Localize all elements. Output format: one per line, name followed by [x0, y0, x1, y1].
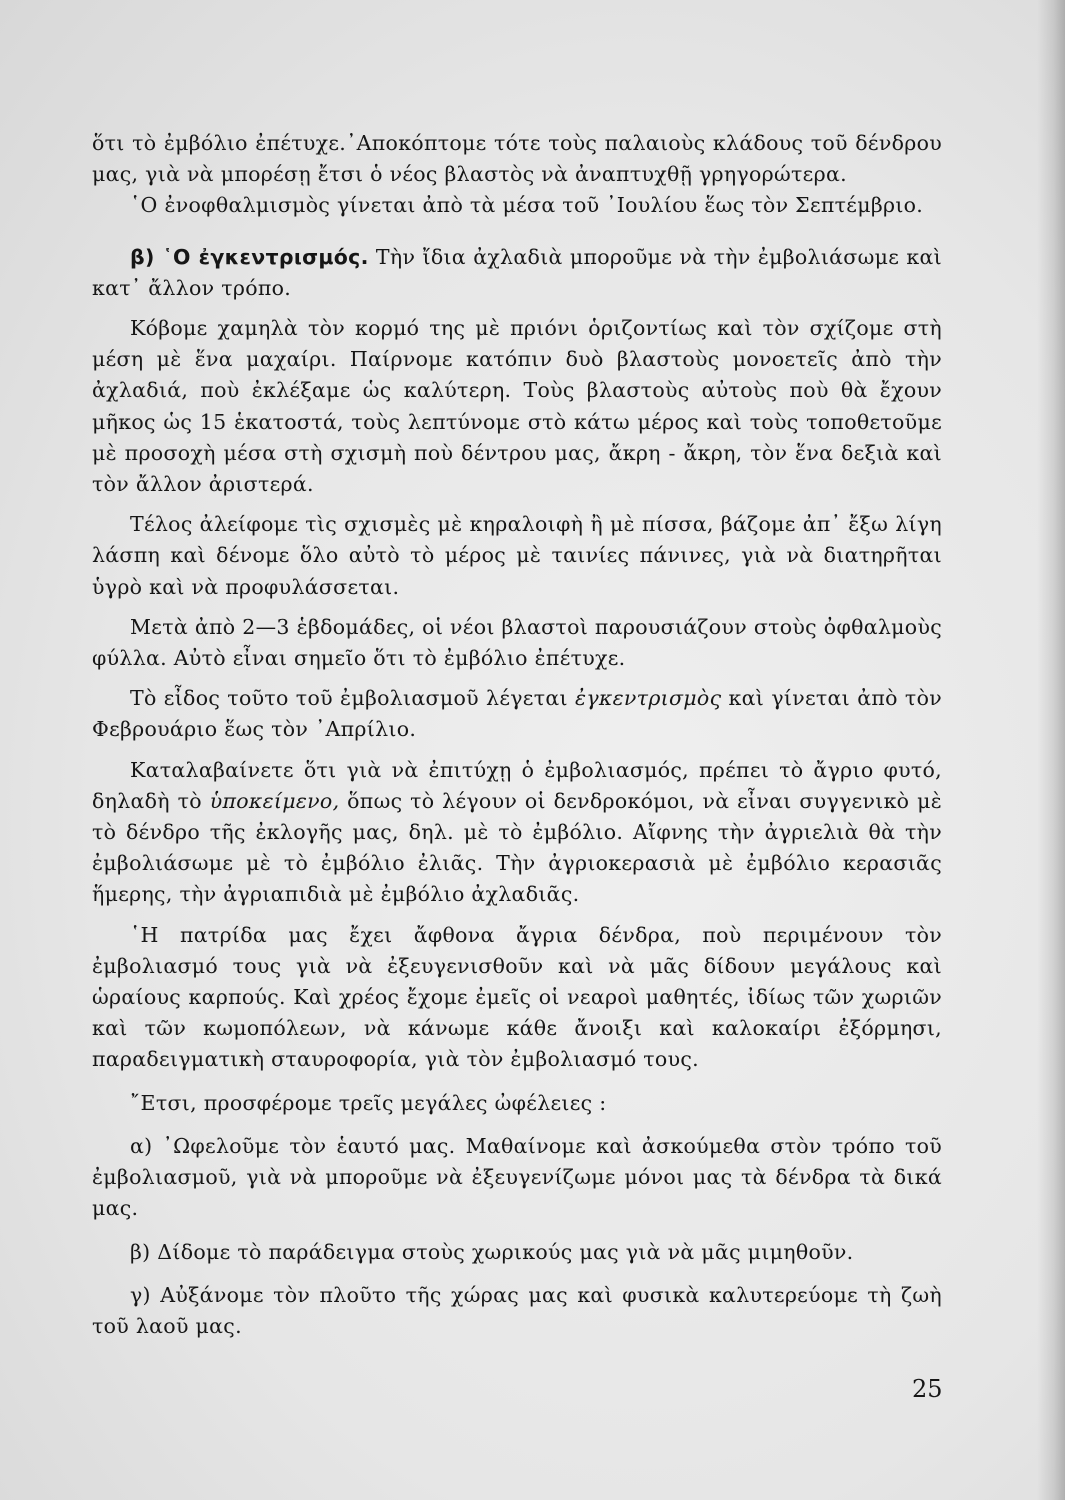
paragraph-4: Κόβομε χαμηλὰ τὸν κορμό της μὲ πριόνι ὁριζοντίως καὶ τὸν σχίζομε στὴ μέση μὲ ἕνα μαχαίρι. Παίρνομε κατόπιν δυὸ βλαστοὺς μονοετεῖς ἀπὸ τὴν ἀχλαδιά, ποὺ ἐκλέξαμε ὡς καλύτερη. Τοὺς βλαστοὺς αὐτοὺς ποὺ θὰ ἔχουν μῆκος ὡς 15 ἑκατοστά, τοὺς λεπτύνομε στὸ κάτω μέρος καὶ τοὺς τοποθετοῦμε μὲ προσοχὴ μέσα στὴ σχισμὴ ποὺ δέντρου μας, ἄκρη - ἄκρη, τὸν ἕνα δεξιὰ καὶ τὸν ἄλλον ἀριστερά.	[92, 316, 942, 497]
term-engentrismos: ἐγκεντρισμὸς	[575, 686, 722, 711]
section-b-text: Τὴν ἴδια ἀχλαδιὰ μποροῦμε νὰ τὴν ἐμβολιάσωμε καὶ κατ᾿ ἄλλον τρόπο.	[92, 244, 943, 300]
section-b-heading: β) ῾Ο ἐγκεντρισμός.	[130, 244, 369, 269]
paragraph-7-start: Τὸ εἶδος τοῦτο τοῦ ἐμβολιασμοῦ λέγεται	[130, 686, 576, 711]
paragraph-2: ῾Ο ἐνοφθαλμισμὸς γίνεται ἀπὸ τὰ μέσα τοῦ ᾿Ιουλίου ἕως τὸν Σεπτέμβριο.	[130, 193, 924, 218]
page-edge-shadow	[1037, 0, 1065, 1500]
paragraph-9: ῾Η πατρίδα μας ἔχει ἄφθονα ἄγρια δένδρα, ποὺ περιμένουν τὸν ἐμβολιασμό τους γιὰ νὰ ἐξευγενισθοῦν καὶ νὰ μᾶς δίδουν μεγάλους καὶ ὡραίους καρπούς. Καὶ χρέος ἔχομε ἐμεῖς οἱ νεαροὶ μαθητές, ἰδίως τῶν χωριῶν καὶ τῶν κωμοπόλεων, νὰ κάνωμε κάθε ἄνοιξι καὶ καλοκαίρι ἐξόρμησι, παραδειγματικὴ σταυροφορία, γιὰ τὸν ἐμβολιασμό τους.	[92, 922, 942, 1072]
benefit-b: β) Δίδομε τὸ παράδειγμα στοὺς χωρικούς μας γιὰ νὰ μᾶς μιμηθοῦν.	[130, 1239, 854, 1264]
paragraph-7-end: καὶ γίνεται ἀπὸ τὸν Φεβρουάριο ἕως τὸν ᾿Απρίλιο.	[92, 686, 942, 742]
paragraph-1: ὅτι τὸ ἐμβόλιο ἐπέτυχε.᾿Αποκόπτομε τότε τοὺς παλαιοὺς κλάδους τοῦ δένδρου μας, γιὰ νὰ μπορέσῃ ἔτσι ὁ νέος βλαστὸς νὰ ἀναπτυχθῇ γρηγορώτερα.	[92, 131, 942, 187]
paragraph-10: ῎Ετσι, προσφέρομε τρεῖς μεγάλες ὠφέλειες :	[130, 1090, 607, 1115]
paragraph-8-start: Καταλαβαίνετε ὅτι γιὰ νὰ ἐπιτύχῃ ὁ ἐμβολιασμός, πρέπει τὸ ἄγριο φυτό, δηλαδὴ τὸ	[92, 757, 942, 813]
benefit-c: γ) Αὐξάνομε τὸν πλοῦτο τῆς χώρας μας καὶ φυσικὰ καλυτερεύομε τὴ ζωὴ τοῦ λαοῦ μας.	[92, 1282, 942, 1338]
paragraph-8	[92, 755, 942, 911]
paragraph-7	[92, 683, 942, 745]
paragraph-6: Μετὰ ἀπὸ 2—3 ἑβδομάδες, οἱ νέοι βλαστοὶ παρουσιάζουν στοὺς ὀφθαλμοὺς φύλλα. Αὐτὸ εἶναι σημεῖο ὅτι τὸ ἐμβόλιο ἐπέτυχε.	[92, 614, 942, 671]
page-number: 25	[912, 1375, 943, 1403]
body-text	[92, 128, 942, 1342]
paragraph-5: Τέλος ἀλείφομε τὶς σχισμὲς μὲ κηραλοιφὴ ἢ μὲ πίσσα, βάζομε ἀπ᾿ ἔξω λίγη λάσπη καὶ δένομε ὅλο αὐτὸ τὸ μέρος μὲ ταινίες πάνινες, γιὰ νὰ διατηρῆται ὑγρὸ καὶ νὰ προφυλάσσεται.	[92, 512, 942, 599]
paragraph-8-end: ὅπως τὸ λέγουν οἱ δενδροκόμοι, νὰ εἶναι συγγενικὸ μὲ τὸ δένδρο τῆς ἐκλογῆς μας, δηλ. μὲ τὸ ἐμβόλιο. Αἴφνης τὴν ἀγριελιὰ θὰ τὴν ἐμβολιάσωμε μὲ τὸ ἐμβόλιο ἐλιᾶς. Τὴν ἀγριοκερασιὰ μὲ ἐμβόλιο κερασιᾶς ἥμερης, τὴν ἀγριαπιδιὰ μὲ ἐμβόλιο ἀχλαδιᾶς.	[92, 788, 942, 907]
term-ypokeimeno: ὑποκείμενο,	[209, 788, 340, 813]
benefit-a: α) ᾿Ωφελοῦμε τὸν ἑαυτό μας. Μαθαίνομε καὶ ἀσκούμεθα στὸν τρόπο τοῦ ἐμβολιασμοῦ, γιὰ νὰ μποροῦμε νὰ ἐξευγενίζωμε μόνοι μας τὰ δένδρα τὰ δικά μας.	[92, 1133, 942, 1221]
section-b-paragraph	[92, 242, 942, 304]
